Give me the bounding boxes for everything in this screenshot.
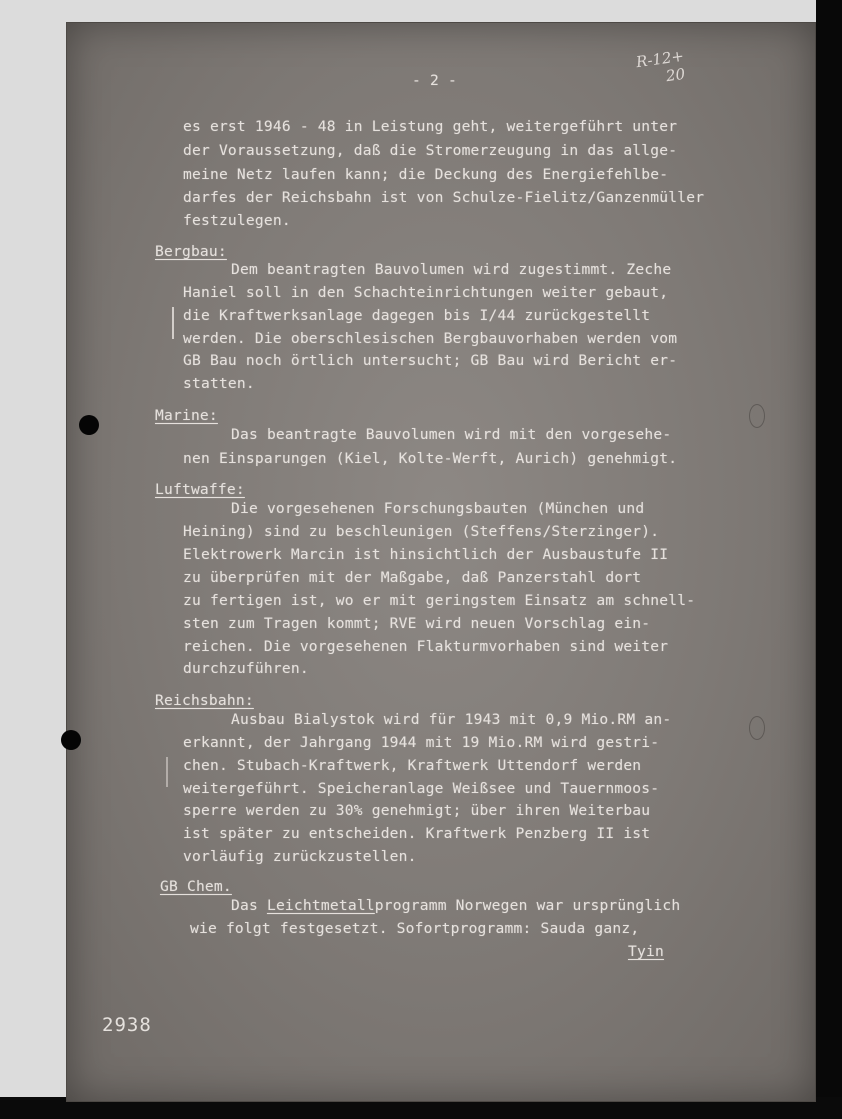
reichsbahn-line: vorläufig zurückzustellen. bbox=[183, 848, 417, 865]
page-header: - 2 - bbox=[412, 72, 457, 89]
bergbau-line: statten. bbox=[183, 375, 255, 392]
luftwaffe-line: zu überprüfen mit der Maßgabe, daß Panzerstahl dort bbox=[183, 569, 642, 586]
gb-chem-line-2: wie folgt festgesetzt. Sofortprogramm: Sauda ganz, bbox=[190, 920, 640, 937]
marine-line: nen Einsparungen (Kiel, Kolte-Werft, Aurich) genehmigt. bbox=[183, 450, 678, 467]
luftwaffe-line: Heining) sind zu beschleunigen (Steffens/Sterzinger). bbox=[183, 523, 660, 540]
reichsbahn-line: weitergeführt. Speicheranlage Weißsee und Tauernmoos- bbox=[183, 780, 660, 797]
punch-hole-upper bbox=[79, 415, 99, 435]
section-heading-gb-chem: GB Chem. bbox=[160, 878, 232, 895]
reichsbahn-line: ist später zu entscheiden. Kraftwerk Penzberg II ist bbox=[183, 825, 651, 842]
bergbau-line: Dem beantragten Bauvolumen wird zugestimmt. Zeche bbox=[231, 261, 672, 278]
gb-chem-catchword: Tyin bbox=[628, 943, 664, 960]
luftwaffe-line: sten zum Tragen kommt; RVE wird neuen Vorschlag ein- bbox=[183, 615, 651, 632]
intro-line: der Voraussetzung, daß die Stromerzeugung in das allge- bbox=[183, 142, 678, 159]
section-heading-marine: Marine: bbox=[155, 407, 218, 424]
luftwaffe-line: zu fertigen ist, wo er mit geringstem Einsatz am schnell- bbox=[183, 592, 696, 609]
intro-line: darfes der Reichsbahn ist von Schulze-Fielitz/Ganzenmüller bbox=[183, 189, 705, 206]
bergbau-line: werden. Die oberschlesischen Bergbauvorhaben werden vom bbox=[183, 330, 678, 347]
scan-edge-right bbox=[816, 0, 842, 1119]
archive-number: 2938 bbox=[102, 1014, 152, 1036]
intro-line: es erst 1946 - 48 in Leistung geht, weitergeführt unter bbox=[183, 118, 678, 135]
gb-chem-line-1-prefix: Das bbox=[231, 897, 267, 914]
margin-mark bbox=[172, 307, 174, 339]
margin-mark bbox=[166, 757, 168, 787]
section-heading-bergbau: Bergbau: bbox=[155, 243, 227, 260]
reichsbahn-line: erkannt, der Jahrgang 1944 mit 19 Mio.RM wird gestri- bbox=[183, 734, 660, 751]
punch-hole-lower bbox=[61, 730, 81, 750]
reichsbahn-line: Ausbau Bialystok wird für 1943 mit 0,9 Mio.RM an- bbox=[231, 711, 672, 728]
marine-line: Das beantragte Bauvolumen wird mit den vorgesehe- bbox=[231, 426, 672, 443]
section-heading-luftwaffe: Luftwaffe: bbox=[155, 481, 245, 498]
bergbau-line: GB Bau noch örtlich untersucht; GB Bau wird Bericht er- bbox=[183, 352, 678, 369]
luftwaffe-line: Die vorgesehenen Forschungsbauten (München und bbox=[231, 500, 645, 517]
reichsbahn-line: sperre werden zu 30% genehmigt; über ihren Weiterbau bbox=[183, 802, 651, 819]
gb-chem-underlined-word: Leichtmetall bbox=[266, 897, 375, 914]
intro-line: meine Netz laufen kann; die Deckung des Energiefehlbe- bbox=[183, 166, 669, 183]
punch-hole-shadow-right bbox=[749, 404, 765, 428]
bergbau-line: die Kraftwerksanlage dagegen bis I/44 zurückgestellt bbox=[183, 307, 651, 324]
intro-line: festzulegen. bbox=[183, 212, 291, 229]
luftwaffe-line: reichen. Die vorgesehenen Flakturmvorhaben sind weiter bbox=[183, 638, 669, 655]
reichsbahn-line: chen. Stubach-Kraftwerk, Kraftwerk Uttendorf werden bbox=[183, 757, 642, 774]
handwritten-sub: 20 bbox=[664, 64, 687, 86]
handwritten-reference: R-12+ bbox=[634, 46, 686, 72]
gb-chem-line-1 bbox=[231, 897, 680, 914]
luftwaffe-line: Elektrowerk Marcin ist hinsichtlich der Ausbaustufe II bbox=[183, 546, 669, 563]
bergbau-line: Haniel soll in den Schachteinrichtungen weiter gebaut, bbox=[183, 284, 669, 301]
luftwaffe-line: durchzuführen. bbox=[183, 660, 309, 677]
punch-hole-shadow-right-lower bbox=[749, 716, 765, 740]
gb-chem-line-1-suffix: programm Norwegen war ursprünglich bbox=[374, 897, 681, 914]
section-heading-reichsbahn: Reichsbahn: bbox=[155, 692, 254, 709]
